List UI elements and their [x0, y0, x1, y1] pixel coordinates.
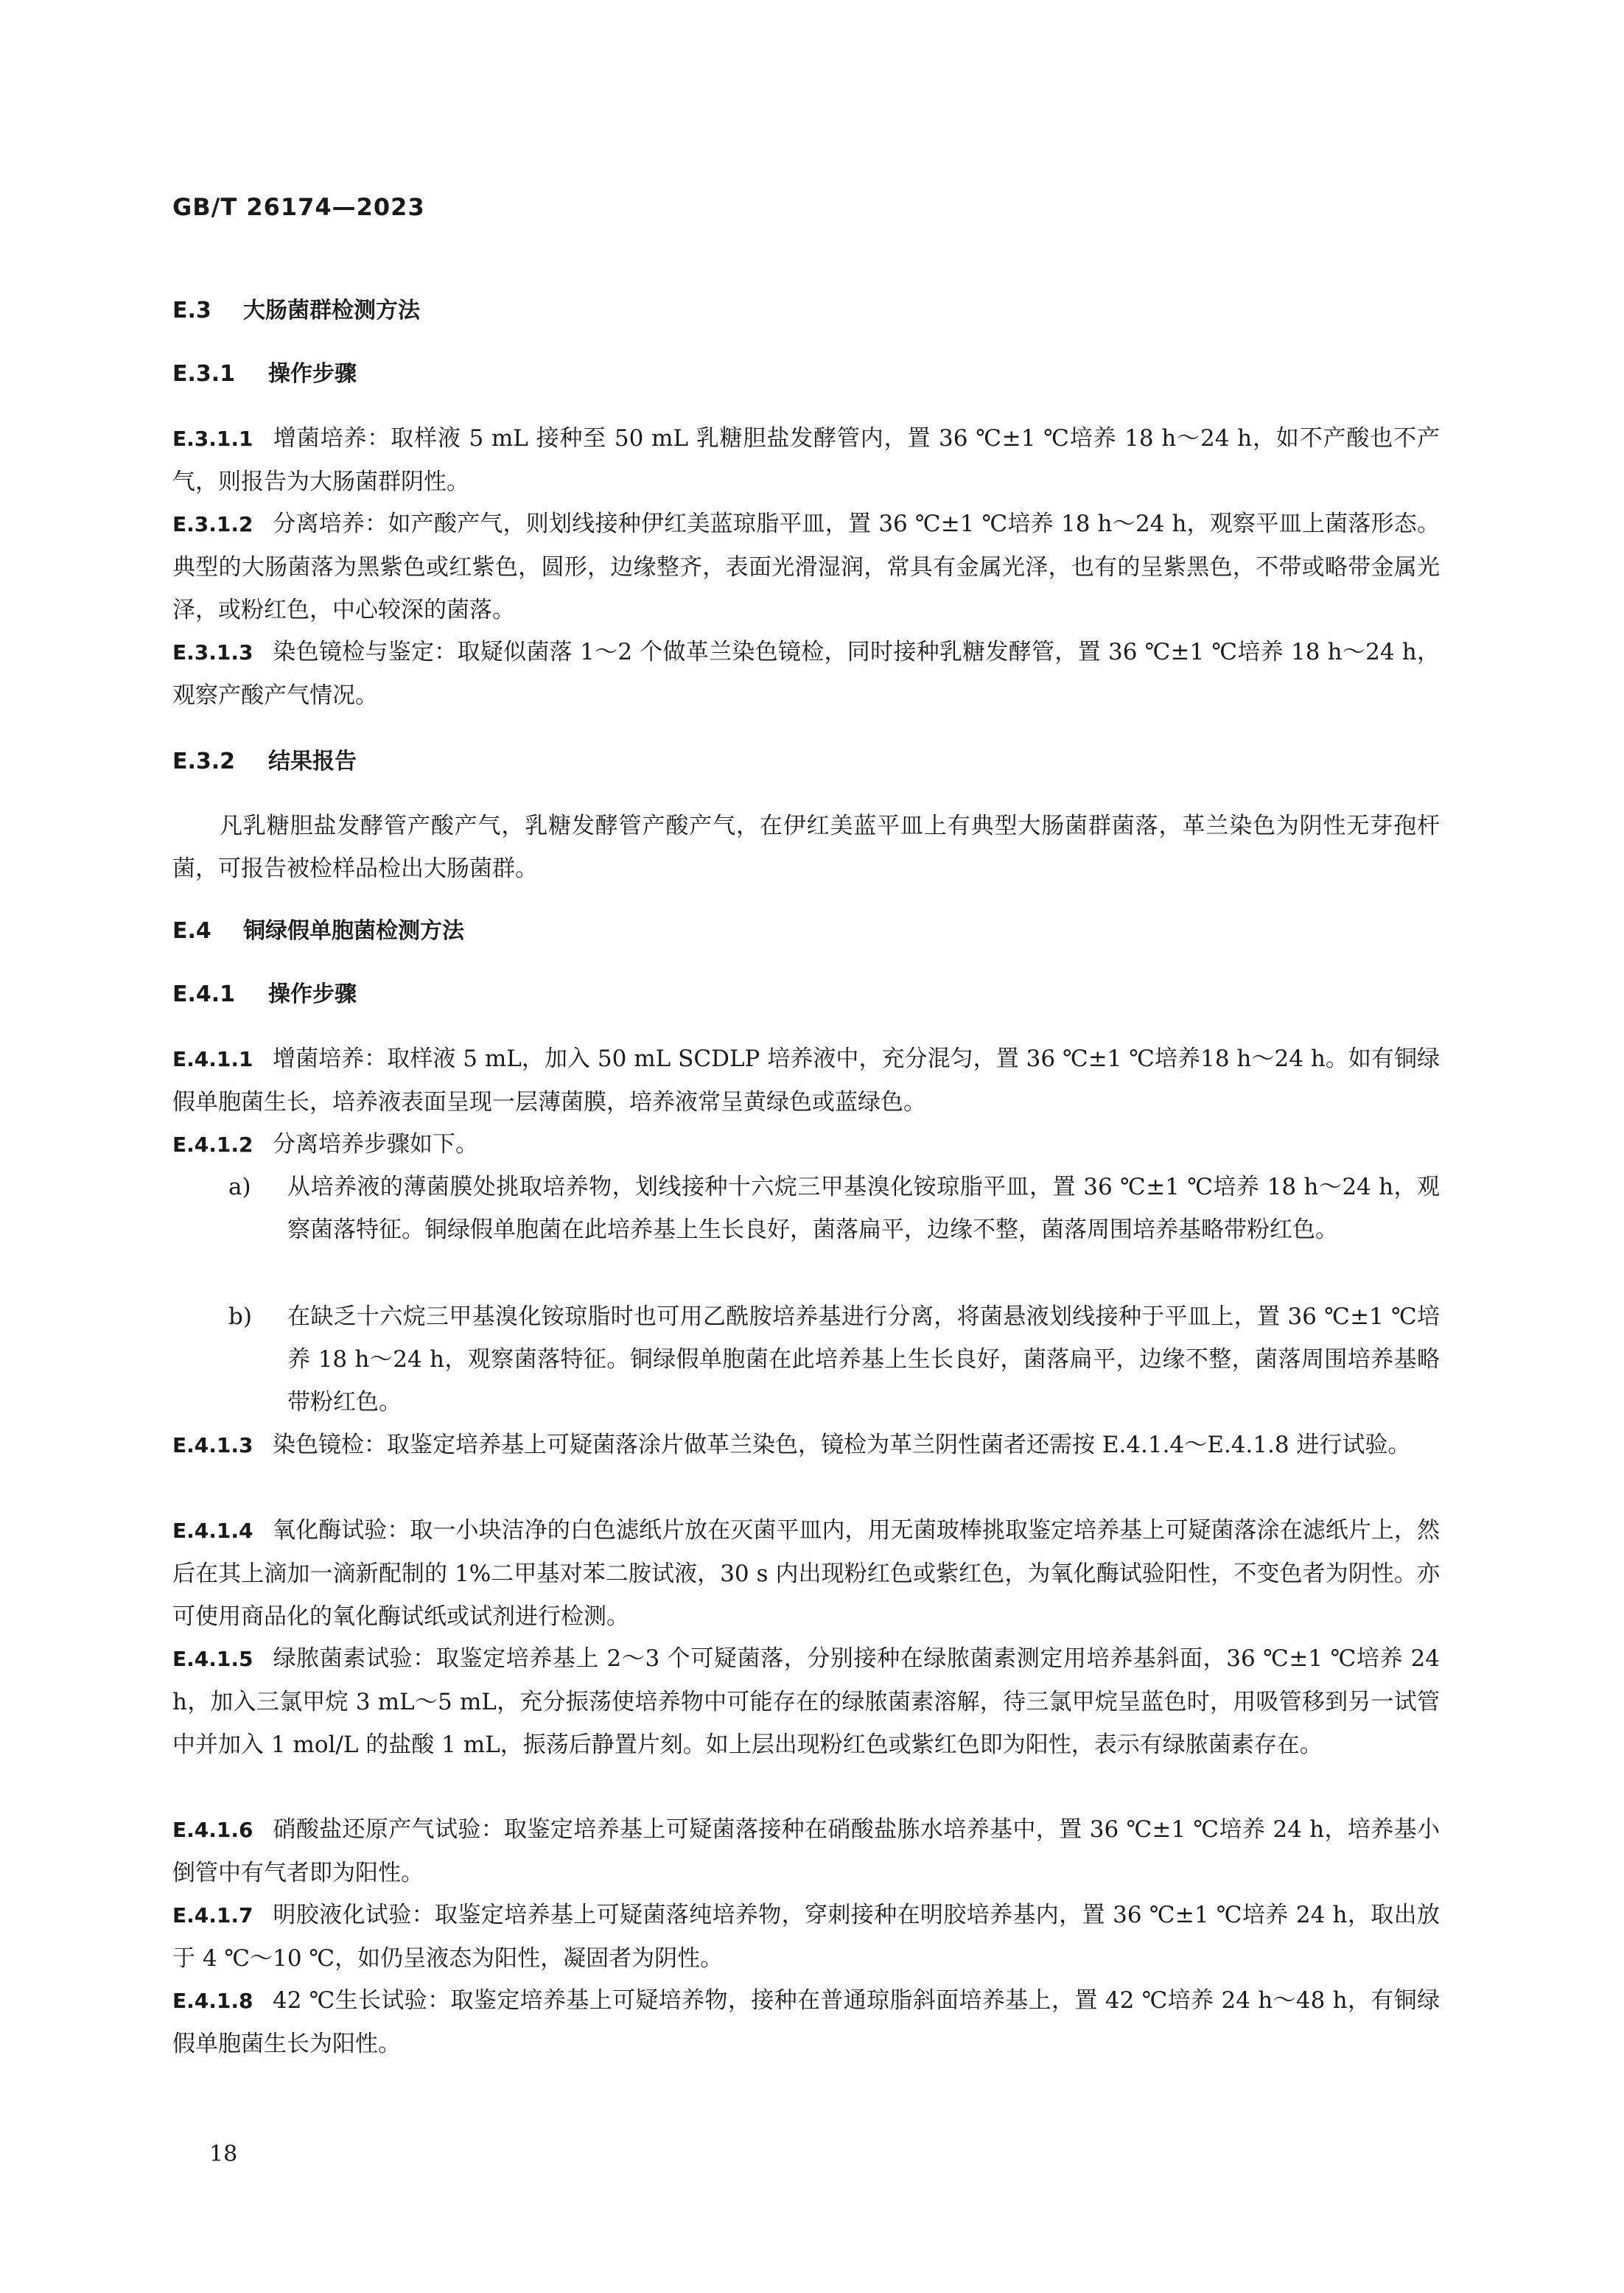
clause-text: 明胶液化试验：取鉴定培养基上可疑菌落纯培养物，穿刺接种在明胶培养基内，置 36 ℃±1 ℃培养 24 h，取出放于 4 ℃～10 ℃，如仍呈液态为阳性，凝固者为阴性。: [172, 1902, 1440, 1972]
section-heading-e3-1: [172, 357, 357, 392]
clause-number: E.4.1.1: [172, 1047, 253, 1071]
section-number: E.4.1: [172, 981, 236, 1007]
list-text: 从培养液的薄菌膜处挑取培养物，划线接种十六烷三甲基溴化铵琼脂平皿，置 36 ℃±1 ℃培养 18 h～24 h，观察菌落特征。铜绿假单胞菌在此培养基上生长良好，菌落扁平，边缘不整，菌落周围培养基略带粉红色。: [287, 1174, 1440, 1243]
clause-text: 42 ℃生长试验：取鉴定培养基上可疑培养物，接种在普通琼脂斜面培养基上，置 42 ℃培养 24 h～48 h，有铜绿假单胞菌生长为阳性。: [172, 1987, 1440, 2057]
clause-e3-1-3: [172, 631, 1440, 717]
clause-number: E.3.1.3: [172, 640, 253, 665]
list-item-a: [228, 1166, 1440, 1251]
clause-text: 分离培养：如产酸产气，则划线接种伊红美蓝琼脂平皿，置 36 ℃±1 ℃培养 18 h～24 h，观察平皿上菌落形态。典型的大肠菌落为黑紫色或红紫色，圆形，边缘整齐，表面光滑湿润，常具有金属光泽，也有的呈紫黑色，不带或略带金属光泽，或粉红色，中心较深的菌落。: [172, 511, 1440, 623]
section-number: E.4: [172, 918, 211, 944]
document-code: GB/T 26174—2023: [172, 193, 425, 221]
list-text: 在缺乏十六烷三甲基溴化铵琼脂时也可用乙酰胺培养基进行分离，将菌悬液划线接种于平皿上，置 36 ℃±1 ℃培养 18 h～24 h，观察菌落特征。铜绿假单胞菌在此培养基上生长良好，菌落扁平，边缘不整，菌落周围培养基略带粉红色。: [287, 1303, 1440, 1415]
clause-text: 染色镜检：取鉴定培养基上可疑菌落涂片做革兰染色，镜检为革兰阴性菌者还需按 E.4.1.4～E.4.1.8 进行试验。: [273, 1432, 1411, 1458]
clause-e3-1-1: [172, 417, 1440, 503]
section-number: E.3.2: [172, 749, 236, 774]
section-title: 操作步骤: [268, 981, 357, 1007]
clause-number: E.4.1.5: [172, 1647, 253, 1671]
clause-e4-1-7: [172, 1894, 1440, 1980]
section-title: 铜绿假单胞菌检测方法: [243, 918, 464, 944]
clause-e4-1-4: [172, 1509, 1440, 1638]
section-heading-e3-2: [172, 744, 357, 780]
section-title: 操作步骤: [268, 361, 357, 387]
clause-number: E.4.1.3: [172, 1433, 253, 1457]
clause-e4-1-8: [172, 1979, 1440, 2065]
clause-text: 硝酸盐还原产气试验：取鉴定培养基上可疑菌落接种在硝酸盐胨水培养基中，置 36 ℃±1 ℃培养 24 h，培养基小倒管中有气者即为阳性。: [172, 1816, 1440, 1886]
clause-text: 增菌培养：取样液 5 mL，加入 50 mL SCDLP 培养液中，充分混匀，置 36 ℃±1 ℃培养18 h～24 h。如有铜绿假单胞菌生长，培养液表面呈现一层薄菌膜，培养液常呈黄绿色或蓝绿色。: [172, 1046, 1440, 1116]
clause-text: 增菌培养：取样液 5 mL 接种至 50 mL 乳糖胆盐发酵管内，置 36 ℃±1 ℃培养 18 h～24 h，如不产酸也不产气，则报告为大肠菌群阴性。: [172, 425, 1440, 495]
clause-text: 分离培养步骤如下。: [273, 1131, 478, 1158]
section-title: 结果报告: [268, 749, 357, 774]
clause-number: E.4.1.8: [172, 1989, 253, 2013]
page-number: 18: [209, 2141, 238, 2167]
section-heading-e3: [172, 293, 420, 329]
clause-e4-1-6: [172, 1808, 1440, 1894]
clause-number: E.4.1.7: [172, 1903, 253, 1928]
clause-number: E.4.1.4: [172, 1519, 253, 1543]
list-marker: a): [228, 1174, 251, 1200]
clause-e3-1-2: [172, 503, 1440, 631]
section-title: 大肠菌群检测方法: [243, 298, 420, 323]
list-marker: b): [228, 1303, 252, 1330]
section-number: E.3: [172, 298, 211, 323]
section-number: E.3.1: [172, 361, 236, 387]
section-heading-e4: [172, 914, 464, 949]
result-report-paragraph: 凡乳糖胆盐发酵管产酸产气，乳糖发酵管产酸产气，在伊红美蓝平皿上有典型大肠菌群菌落，革兰染色为阴性无芽孢杆菌，可报告被检样品检出大肠菌群。: [172, 813, 1440, 882]
clause-e4-1-2: [172, 1123, 1440, 1166]
clause-number: E.3.1.1: [172, 427, 253, 451]
clause-text: 氧化酶试验：取一小块洁净的白色滤纸片放在灭菌平皿内，用无菌玻棒挑取鉴定培养基上可疑菌落涂在滤纸片上，然后在其上滴加一滴新配制的 1%二甲基对苯二胺试液，30 s 内出现粉红色或紫红色，为氧化酶试验阳性，不变色者为阴性。亦可使用商品化的氧化酶试纸或试剂进行检测。: [172, 1517, 1440, 1630]
clause-e4-1-1: [172, 1037, 1440, 1124]
clause-number: E.4.1.6: [172, 1818, 253, 1842]
clause-e4-1-3: [172, 1424, 1440, 1467]
list-item-b: [228, 1295, 1440, 1424]
clause-text: 染色镜检与鉴定：取疑似菌落 1～2 个做革兰染色镜检，同时接种乳糖发酵管，置 36 ℃±1 ℃培养 18 h～24 h，观察产酸产气情况。: [172, 639, 1440, 709]
clause-number: E.4.1.2: [172, 1133, 253, 1157]
section-heading-e4-1: [172, 977, 357, 1012]
clause-e4-1-5: [172, 1637, 1440, 1766]
clause-number: E.3.1.2: [172, 512, 253, 536]
clause-text: 绿脓菌素试验：取鉴定培养基上 2～3 个可疑菌落，分别接种在绿脓菌素测定用培养基斜面，36 ℃±1 ℃培养 24 h，加入三氯甲烷 3 mL～5 mL，充分振荡使培养物中可能存在的绿脓菌素溶解，待三氯甲烷呈蓝色时，用吸管移到另一试管中并加入 1 mol/L 的盐酸 1 mL，振荡后静置片刻。如上层出现粉红色或紫红色即为阳性，表示有绿脓菌素存在。: [172, 1645, 1440, 1758]
